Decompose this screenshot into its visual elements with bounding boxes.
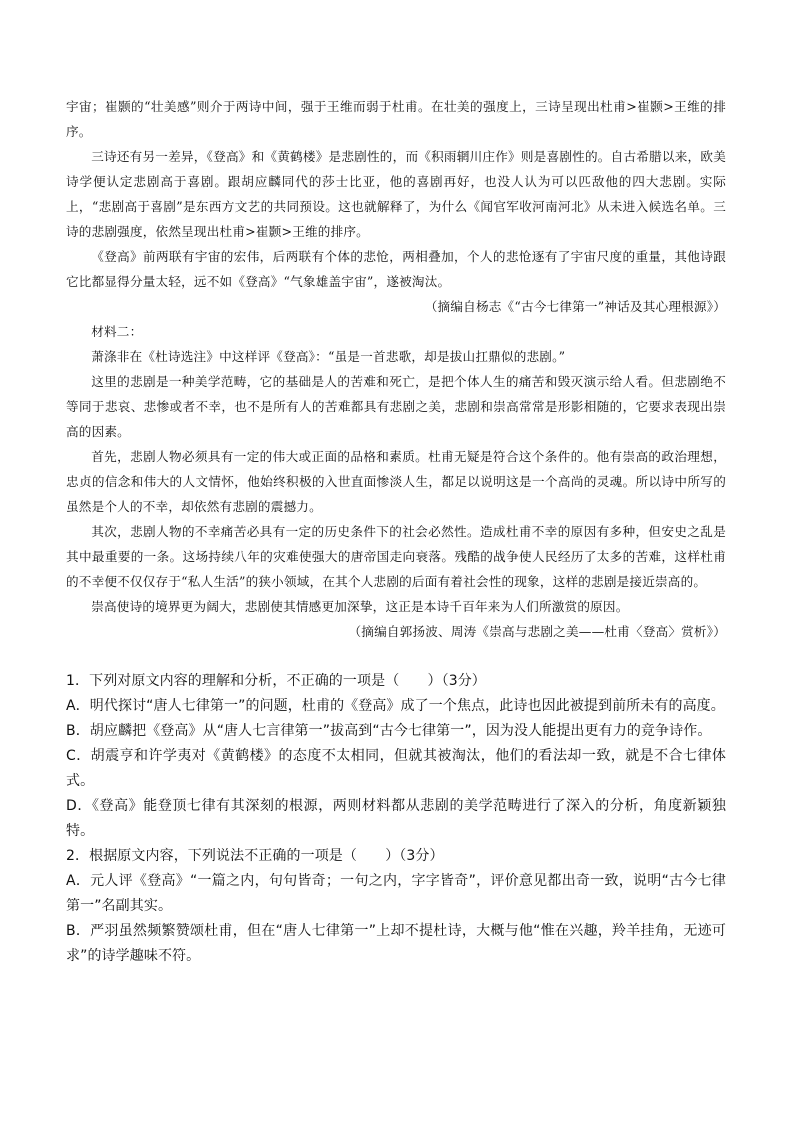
material-2-paragraph-2: 这里的悲剧是一种美学范畴，它的基础是人的苦难和死亡，是把个体人生的痛苦和毁灭演示给人看。但悲剧绝不等同于悲哀、悲惨或者不幸，也不是所有人的苦难都具有悲剧之美，悲剧和崇高常常是形影相随的，它要求表现出崇高的因素。 <box>66 374 726 439</box>
questions-section <box>66 669 726 969</box>
paragraph-1: 宇宙；崔颢的“壮美感”则介于两诗中间，强于王维而弱于杜甫。在壮美的强度上，三诗呈现出杜甫>崔颢>王维的排序。 <box>66 99 726 139</box>
question-2-option-b: B．严羽虽然频繁赞颂杜甫，但在“唐人七律第一”上却不提杜诗，大概与他“惟在兴趣，羚羊挂角，无迹可求”的诗学趣味不符。 <box>66 923 726 964</box>
material-2-paragraph-5: 崇高使诗的境界更为阔大，悲剧使其情感更加深挚，这正是本诗千百年来为人们所激赏的原因。 <box>91 599 629 614</box>
material-2-paragraph-1: 萧涤非在《杜诗选注》中这样评《登高》：“虽是一首悲歌，却是拔山扛鼎似的悲剧。” <box>91 349 566 364</box>
material-2-label: 材料二： <box>91 324 143 339</box>
question-1-stem: 1．下列对原文内容的理解和分析，不正确的一项是（ ）（3分） <box>66 673 486 689</box>
source-citation-1: （摘编自杨志《“古今七律第一”神话及其心理根源》） <box>424 299 726 314</box>
source-citation-2: （摘编自郭扬波、周涛《崇高与悲剧之美——杜甫〈登高〉赏析》） <box>348 624 726 639</box>
question-2-option-a: A．元人评《登高》“一篇之内，句句皆奇；一句之内，字字皆奇”，评价意见都出奇一致，说明“古今七律第一”名副其实。 <box>66 873 726 914</box>
article-body <box>66 94 726 644</box>
question-1-option-c: C．胡震亨和许学夷对《黄鹤楼》的态度不太相同，但就其被淘汰，他们的看法却一致，就是不合七律体式。 <box>66 748 726 789</box>
question-1-option-b: B．胡应麟把《登高》从“唐人七言律第一”拔高到“古今七律第一”，因为没人能提出更有力的竞争诗作。 <box>66 723 712 739</box>
material-2-paragraph-4: 其次，悲剧人物的不幸痛苦必具有一定的历史条件下的社会必然性。造成杜甫不幸的原因有多种，但安史之乱是其中最重要的一条。这场持续八年的灾难使强大的唐帝国走向衰落。残酷的战争使人民经历了太多的苦难，这样杜甫的不幸便不仅仅存于“私人生活”的狭小领域，在其个人悲剧的后面有着社会性的现象，这样的悲剧是接近崇高的。 <box>66 524 726 589</box>
question-1-option-d: D．《登高》能登顶七律有其深刻的根源，两则材料都从悲剧的美学范畴进行了深入的分析，角度新颖独特。 <box>66 798 726 839</box>
paragraph-3: 《登高》前两联有宇宙的宏伟，后两联有个体的悲怆，两相叠加，个人的悲怆逐有了宇宙尺度的重量，其他诗跟它比都显得分量太轻，远不如《登高》“气象雄盖宇宙”，遂被淘汰。 <box>66 249 726 289</box>
material-2-paragraph-3: 首先，悲剧人物必须具有一定的伟大或正面的品格和素质。杜甫无疑是符合这个条件的。他有崇高的政治理想，忠贞的信念和伟大的人文情怀，他始终积极的入世直面惨淡人生，都足以说明这是一个高尚的灵魂。所以诗中所写的虽然是个人的不幸，却依然有悲剧的震撼力。 <box>66 449 726 514</box>
question-1-option-a: A．明代探讨“唐人七律第一”的问题，杜甫的《登高》成了一个焦点，此诗也因此被提到前所未有的高度。 <box>66 698 725 714</box>
question-2-stem: 2．根据原文内容，下列说法不正确的一项是（ ）（3分） <box>66 848 444 864</box>
paragraph-2: 三诗还有另一差异，《登高》和《黄鹤楼》是悲剧性的，而《积雨辋川庄作》则是喜剧性的。自古希腊以来，欧美诗学便认定悲剧高于喜剧。跟胡应麟同代的莎士比亚，他的喜剧再好，也没人认为可以匹敌他的四大悲剧。实际上，“悲剧高于喜剧”是东西方文艺的共同预设。这也就解释了，为什么《闻官军收河南河北》从未进入候选名单。三诗的悲剧强度，依然呈现出杜甫>崔颢>王维的排序。 <box>66 149 726 239</box>
